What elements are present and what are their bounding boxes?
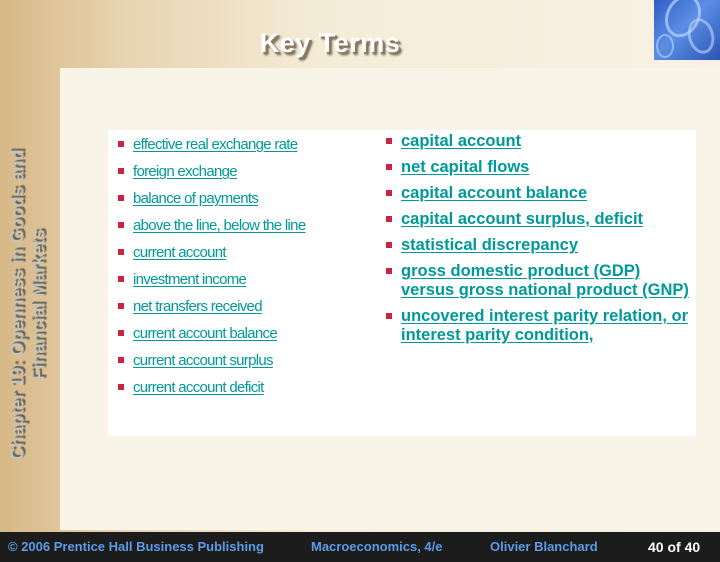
list-item: [384, 184, 690, 203]
list-item: [384, 158, 690, 177]
term-link[interactable]: uncovered interest parity relation, or interest parity condition,: [401, 307, 688, 344]
list-item: [116, 163, 378, 190]
list-item: [116, 271, 378, 298]
list-item: [116, 244, 378, 271]
square-bullet-icon: [118, 222, 124, 228]
term-link[interactable]: effective real exchange rate: [133, 136, 298, 153]
list-item: [384, 262, 690, 300]
term-link[interactable]: current account: [133, 244, 226, 261]
slide-title: Key Terms: [259, 28, 401, 58]
term-link[interactable]: gross domestic product (GDP) versus gross national product (GNP): [401, 262, 689, 299]
square-bullet-icon: [118, 303, 124, 309]
right-term-list: [384, 132, 690, 352]
list-item: [116, 190, 378, 217]
square-bullet-icon: [386, 313, 392, 319]
square-bullet-icon: [118, 357, 124, 363]
corner-decoration-icon: [654, 0, 720, 60]
term-link[interactable]: capital account: [401, 132, 522, 150]
square-bullet-icon: [386, 216, 392, 222]
square-bullet-icon: [118, 384, 124, 390]
footer-bar: [0, 532, 720, 562]
term-link[interactable]: capital account balance: [401, 184, 588, 202]
square-bullet-icon: [386, 242, 392, 248]
left-term-list: [116, 136, 378, 406]
list-item: [384, 210, 690, 229]
term-link[interactable]: capital account surplus, deficit: [401, 210, 644, 228]
square-bullet-icon: [386, 190, 392, 196]
term-link[interactable]: current account balance: [133, 325, 278, 342]
list-item: [116, 298, 378, 325]
page-number: 40 of 40: [648, 539, 701, 555]
square-bullet-icon: [386, 138, 392, 144]
chapter-label-line2: Financial Markets: [29, 229, 49, 381]
list-item: [116, 136, 378, 163]
key-terms-box: [108, 130, 696, 436]
footer-author: Olivier Blanchard: [490, 539, 598, 554]
term-link[interactable]: net capital flows: [401, 158, 530, 176]
footer-copyright: © 2006 Prentice Hall Business Publishing: [8, 539, 264, 554]
square-bullet-icon: [118, 249, 124, 255]
term-link[interactable]: balance of payments: [133, 190, 259, 207]
list-item: [384, 132, 690, 151]
list-item: [384, 236, 690, 255]
term-link[interactable]: net transfers received: [133, 298, 262, 315]
term-link[interactable]: above the line, below the line: [133, 217, 306, 234]
list-item: [116, 379, 378, 406]
term-link[interactable]: foreign exchange: [133, 163, 237, 180]
square-bullet-icon: [386, 268, 392, 274]
term-link[interactable]: current account surplus: [133, 352, 273, 369]
chapter-label: [4, 100, 54, 510]
list-item: [116, 352, 378, 379]
square-bullet-icon: [118, 195, 124, 201]
term-link[interactable]: current account deficit: [133, 379, 264, 396]
list-item: [116, 325, 378, 352]
square-bullet-icon: [118, 141, 124, 147]
list-item: [384, 307, 690, 345]
square-bullet-icon: [118, 330, 124, 336]
square-bullet-icon: [118, 276, 124, 282]
chapter-label-line1: Chapter 19: Openness in Goods and: [8, 149, 28, 461]
term-link[interactable]: investment income: [133, 271, 247, 288]
term-link[interactable]: statistical discrepancy: [401, 236, 579, 254]
footer-book-title: Macroeconomics, 4/e: [311, 539, 443, 554]
square-bullet-icon: [386, 164, 392, 170]
square-bullet-icon: [118, 168, 124, 174]
list-item: [116, 217, 378, 244]
